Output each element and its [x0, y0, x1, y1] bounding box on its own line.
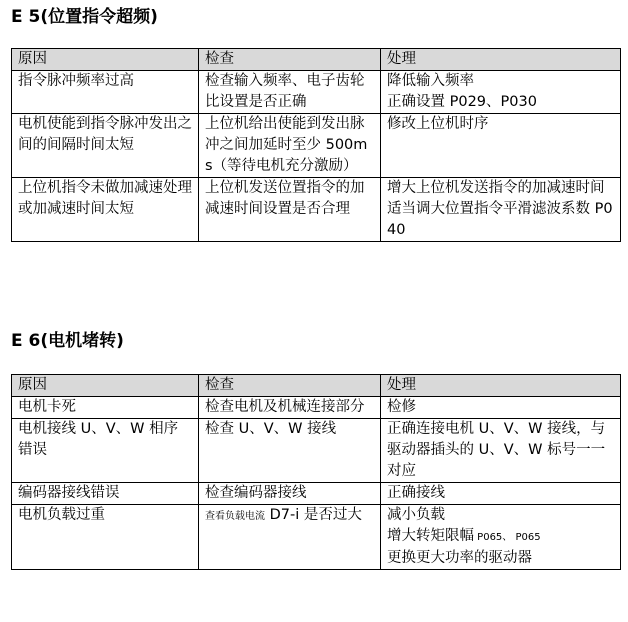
action-cell — [381, 114, 621, 178]
header-action: 处理 — [381, 375, 621, 397]
cause-cell: 电机接线 U、V、W 相序错误 — [12, 419, 199, 483]
action-text: 增大上位机发送指令的加减速时间 — [387, 180, 605, 196]
action-line: 正确设置 P029、P030 — [387, 94, 537, 110]
check-cell: 上位机发送位置指令的加减速时间设置是否合理 — [199, 178, 381, 242]
header-check: 检查 — [199, 49, 381, 71]
header-action: 处理 — [381, 49, 621, 71]
check-cell: 检查电机及机械连接部分 — [199, 397, 381, 419]
table-row — [12, 114, 621, 178]
action-line: 减小负载 — [387, 507, 445, 523]
table-row — [12, 419, 621, 483]
action-cell — [381, 178, 621, 242]
action-line — [387, 526, 614, 548]
table-row — [12, 483, 621, 505]
cause-cell: 电机负载过重 — [12, 505, 199, 570]
check-prefix: 查看负载电流 — [205, 511, 265, 522]
section-title-e5: E 5(位置指令超频) — [11, 7, 158, 27]
action-line: 适当调大位置指令平滑滤波系数 P040 — [387, 201, 613, 238]
cause-cell: 电机使能到指令脉冲发出之间的间隔时间太短 — [12, 114, 199, 178]
table-header-row — [12, 375, 621, 397]
cause-cell: 编码器接线错误 — [12, 483, 199, 505]
table-row — [12, 397, 621, 419]
header-check: 检查 — [199, 375, 381, 397]
action-cell: 正确接线 — [381, 483, 621, 505]
action-cell — [381, 71, 621, 114]
header-cause: 原因 — [12, 49, 199, 71]
action-cell: 正确连接电机 U、V、W 接线，与驱动器插头的 U、V、W 标号一一对应 — [381, 419, 621, 483]
action-cell — [381, 505, 621, 570]
section-title-e6: E 6(电机堵转) — [11, 331, 124, 351]
check-cell: 检查 U、V、W 接线 — [199, 419, 381, 483]
table-row — [12, 71, 621, 114]
check-rest: D7-i 是否过大 — [265, 507, 362, 523]
check-cell: 检查编码器接线 — [199, 483, 381, 505]
action-main: 增大转矩限幅 — [387, 528, 474, 544]
fault-table-e6 — [11, 374, 621, 570]
table-row — [12, 505, 621, 570]
check-cell: 上位机给出使能到发出脉冲之间加延时至少 500ms（等待电机充分激励） — [199, 114, 381, 178]
action-line: 降低输入频率 — [387, 73, 474, 89]
action-line: 修改上位机时序 — [387, 116, 489, 132]
table-header-row — [12, 49, 621, 71]
cause-cell: 指令脉冲频率过高 — [12, 71, 199, 114]
table-row — [12, 178, 621, 242]
check-cell — [199, 505, 381, 570]
check-cell: 检查输入频率、电子齿轮比设置是否正确 — [199, 71, 381, 114]
action-line: 更换更大功率的驱动器 — [387, 550, 532, 566]
header-cause: 原因 — [12, 375, 199, 397]
cause-cell: 电机卡死 — [12, 397, 199, 419]
fault-table-e5 — [11, 48, 621, 242]
action-params: P065、 P065 — [474, 532, 541, 543]
action-cell: 检修 — [381, 397, 621, 419]
cause-cell: 上位机指令未做加减速处理或加减速时间太短 — [12, 178, 199, 242]
